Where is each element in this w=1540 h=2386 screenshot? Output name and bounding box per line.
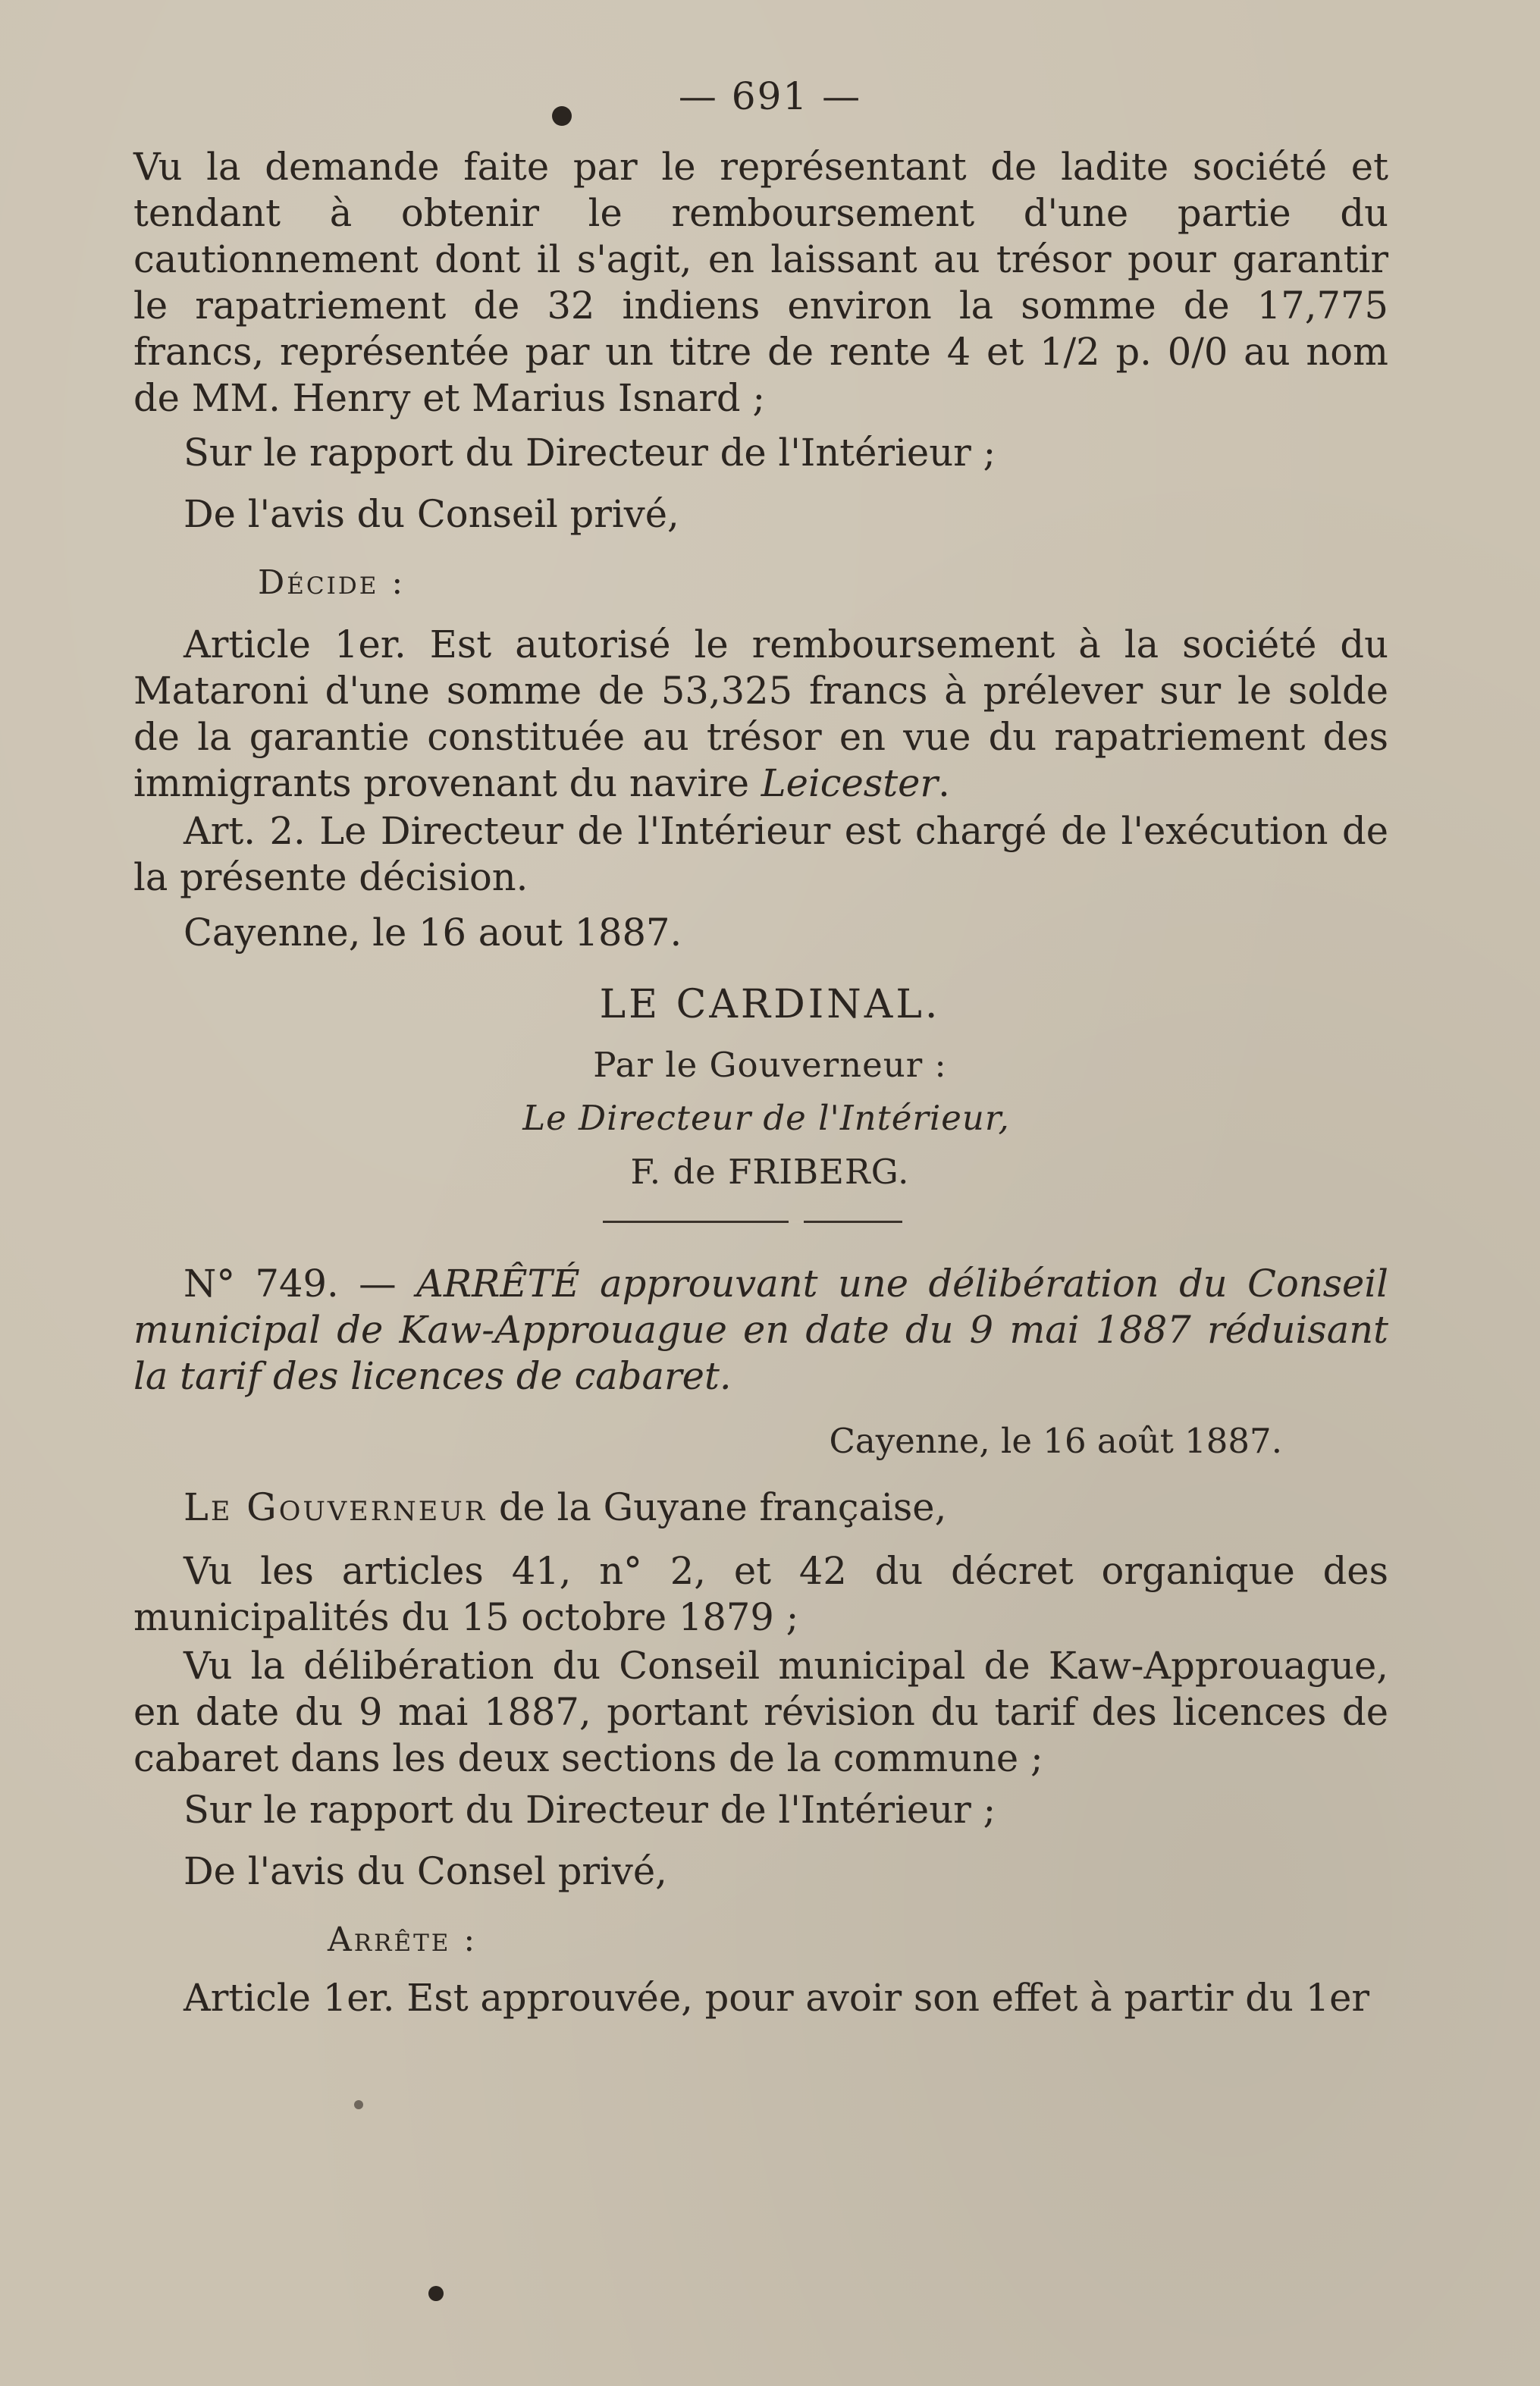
paragraph-rapport	[133, 430, 1388, 476]
avis-text: De l'avis du Conseil privé,	[183, 492, 679, 536]
paragraph-avis	[133, 491, 1388, 538]
articles-text: Vu les articles 41, n° 2, et 42 du décret organique des municipalités du 15 octobre 1879 ;	[133, 1549, 1388, 1639]
director-title: Le Directeur de l'Intérieur,	[522, 1098, 1010, 1138]
article1-2-text: Article 1er. Est approuvée, pour avoir son effet à partir du 1er	[183, 1976, 1370, 2020]
page-number: — 691 —	[678, 74, 862, 118]
arrete-heading-wrap	[133, 1917, 1388, 1963]
deliberation-text: Vu la délibération du Conseil municipal de Kaw-Approuague, en date du 9 mai 1887, portant révision du tarif des licences de cabaret dans les deux sections de la commune ;	[133, 1644, 1388, 1780]
paragraph-avis-2	[133, 1848, 1388, 1895]
signature-cardinal: LE CARDINAL.	[599, 982, 941, 1027]
paragraph-rapport-2	[133, 1787, 1388, 1833]
article1-lead: Article 1er.	[183, 622, 406, 666]
decide-heading: Décide :	[258, 563, 406, 602]
ink-spot	[552, 106, 572, 126]
article1-section1	[133, 622, 1388, 807]
paragraph-demande	[133, 144, 1388, 422]
ink-spot	[428, 2286, 444, 2301]
governor-line	[133, 1485, 1388, 1531]
section-divider	[603, 1221, 902, 1223]
article1-text	[133, 622, 1388, 807]
ship-name: Leicester	[761, 761, 939, 805]
governor-rest: de la Guyane française,	[487, 1485, 947, 1529]
by-governor: Par le Gouverneur :	[593, 1045, 947, 1085]
arrete-number: N° 749.	[183, 1262, 339, 1306]
arrete-heading: Arrête :	[328, 1920, 478, 1959]
article1-section2	[133, 1975, 1388, 2021]
arrete-title-block	[133, 1261, 1388, 1400]
article2-section1	[133, 808, 1388, 901]
ink-spot	[354, 2100, 363, 2109]
paragraph-articles	[133, 1548, 1388, 1641]
place-date-2	[133, 1418, 1388, 1464]
article1-body: Est autorisé le remboursement à la société du Mataroni d'une somme de 53,325 francs à prélever sur le solde de la garantie constituée au trésor en vue du rapatriement des immigrants provenant du navire	[133, 622, 1388, 805]
article1-end: .	[938, 761, 950, 805]
article2-text: Art. 2. Le Directeur de l'Intérieur est chargé de l'exécution de la présente décision.	[133, 809, 1388, 899]
arrete-dash: —	[338, 1262, 417, 1306]
decide-heading-wrap	[133, 560, 1388, 606]
governor-sc: Le Gouverneur	[183, 1485, 488, 1529]
demande-text: Vu la demande faite par le représentant de ladite société et tendant à obtenir le remboursement d'une partie du cautionnement dont il s'agit, en laissant au trésor pour garantir le rapatriement de 32 indiens environ la somme de 17,775 francs, représentée par un titre de rente 4 et 1/2 p. 0/0 au nom de MM. Henry et Marius Isnard ;	[133, 145, 1388, 420]
place-date-1-text: Cayenne, le 16 aout 1887.	[183, 911, 682, 955]
place-date-2-text: Cayenne, le 16 août 1887.	[829, 1421, 1282, 1461]
arrete-title	[133, 1261, 1388, 1400]
governor-text	[133, 1485, 1388, 1531]
director-name: F. de FRIBERG.	[630, 1152, 910, 1192]
place-date-1	[133, 910, 1388, 956]
rapport-text: Sur le rapport du Directeur de l'Intérieur ;	[183, 431, 996, 475]
arrete-subject: ARRÊTÉ approuvant une délibération du Conseil municipal de Kaw-Approuague en date du 9 mai 1887 réduisant la tarif des licences de cabaret.	[133, 1262, 1388, 1398]
avis-2-text: De l'avis du Consel privé,	[183, 1849, 667, 1893]
paragraph-deliberation	[133, 1643, 1388, 1782]
rapport-2-text: Sur le rapport du Directeur de l'Intérieur ;	[183, 1788, 996, 1832]
